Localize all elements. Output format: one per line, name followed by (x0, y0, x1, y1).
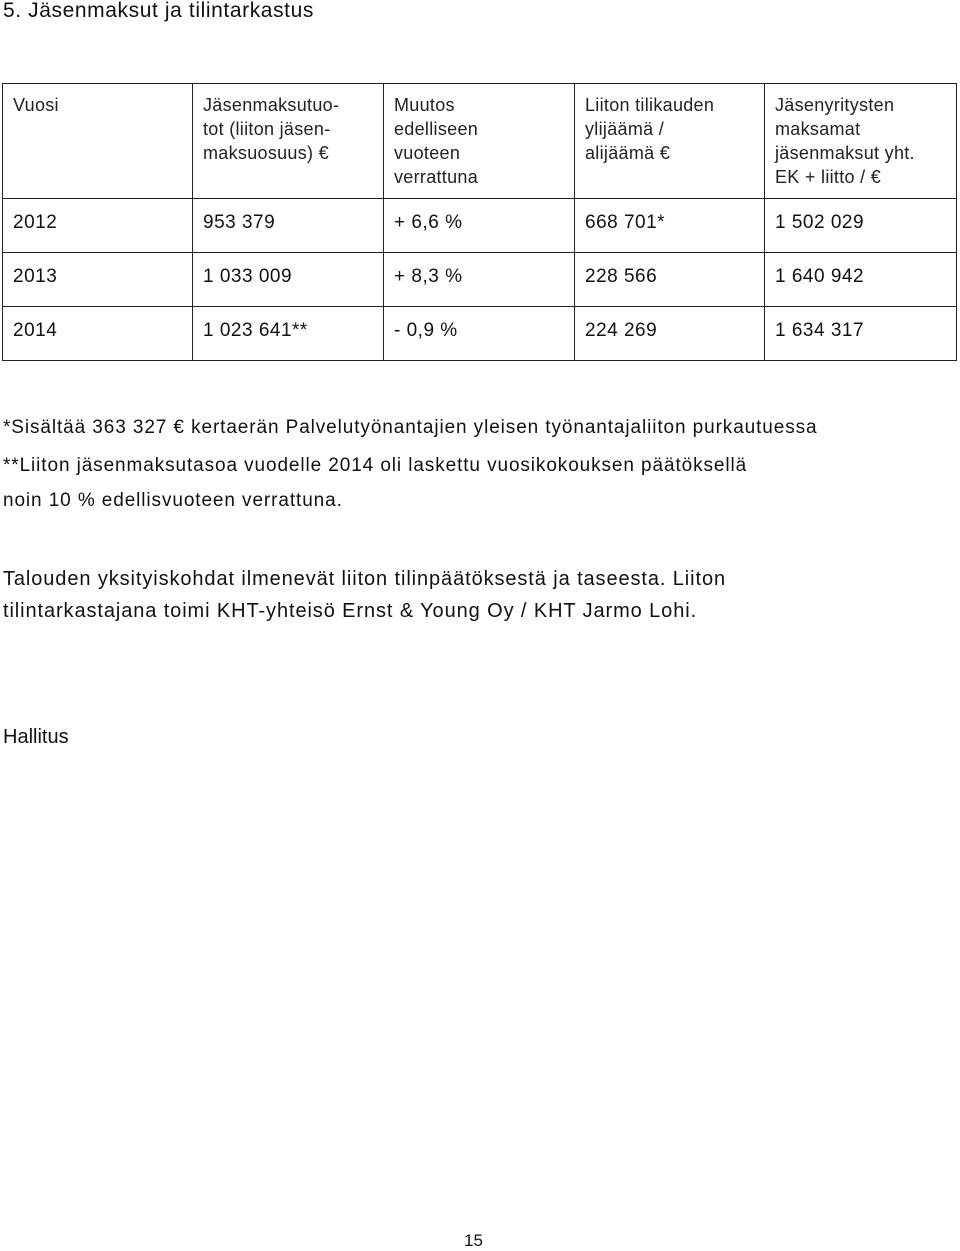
cell-member-companies-fees: 1 502 029 (775, 212, 865, 233)
cell-change: - 0,9 % (394, 320, 458, 341)
cell-membership-fees: 953 379 (203, 212, 276, 233)
header-surplus-deficit: Liiton tilikauden ylijäämä / alijäämä € (585, 95, 715, 163)
row-divider (3, 252, 956, 253)
cell-year: 2014 (13, 320, 58, 341)
row-divider (3, 198, 956, 199)
cell-membership-fees: 1 033 009 (203, 266, 293, 287)
footnote-1: *Sisältää 363 327 € kertaerän Palvelutyönantajien yleisen työnantajaliiton purkautuessa (3, 417, 818, 438)
footnote-2-continued: noin 10 % edellisvuoteen verrattuna. (3, 490, 343, 511)
header-year: Vuosi (13, 95, 59, 115)
audit-paragraph-line-2: tilintarkastajana toimi KHT-yhteisö Ernst & Young Oy / KHT Jarmo Lohi. (3, 600, 698, 622)
cell-member-companies-fees: 1 640 942 (775, 266, 865, 287)
header-member-companies-fees: Jäsenyritysten maksamat jäsenmaksut yht. EK + liitto / € (775, 95, 915, 187)
section-title: 5. Jäsenmaksut ja tilintarkastus (3, 0, 314, 22)
column-divider (764, 84, 765, 360)
audit-paragraph-line-1: Talouden yksityiskohdat ilmenevät liiton tilinpäätöksestä ja taseesta. Liiton (3, 568, 727, 590)
column-divider (574, 84, 575, 360)
header-membership-fees: Jäsenmaksutuo- tot (liiton jäsen- maksuosuus) € (203, 95, 340, 163)
cell-surplus-deficit: 228 566 (585, 266, 658, 287)
cell-year: 2012 (13, 212, 58, 233)
column-divider (383, 84, 384, 360)
signature: Hallitus (3, 726, 69, 748)
header-change: Muutos edelliseen vuoteen verrattuna (394, 95, 479, 187)
cell-membership-fees: 1 023 641** (203, 320, 308, 341)
cell-year: 2013 (13, 266, 58, 287)
page-number: 15 (464, 1231, 483, 1250)
footnote-2: **Liiton jäsenmaksutasoa vuodelle 2014 oli laskettu vuosikokouksen päätöksellä (3, 455, 748, 476)
cell-member-companies-fees: 1 634 317 (775, 320, 865, 341)
cell-change: + 8,3 % (394, 266, 463, 287)
cell-surplus-deficit: 224 269 (585, 320, 658, 341)
cell-change: + 6,6 % (394, 212, 463, 233)
row-divider (3, 306, 956, 307)
column-divider (192, 84, 193, 360)
cell-surplus-deficit: 668 701* (585, 212, 666, 233)
membership-fee-table (2, 83, 957, 361)
